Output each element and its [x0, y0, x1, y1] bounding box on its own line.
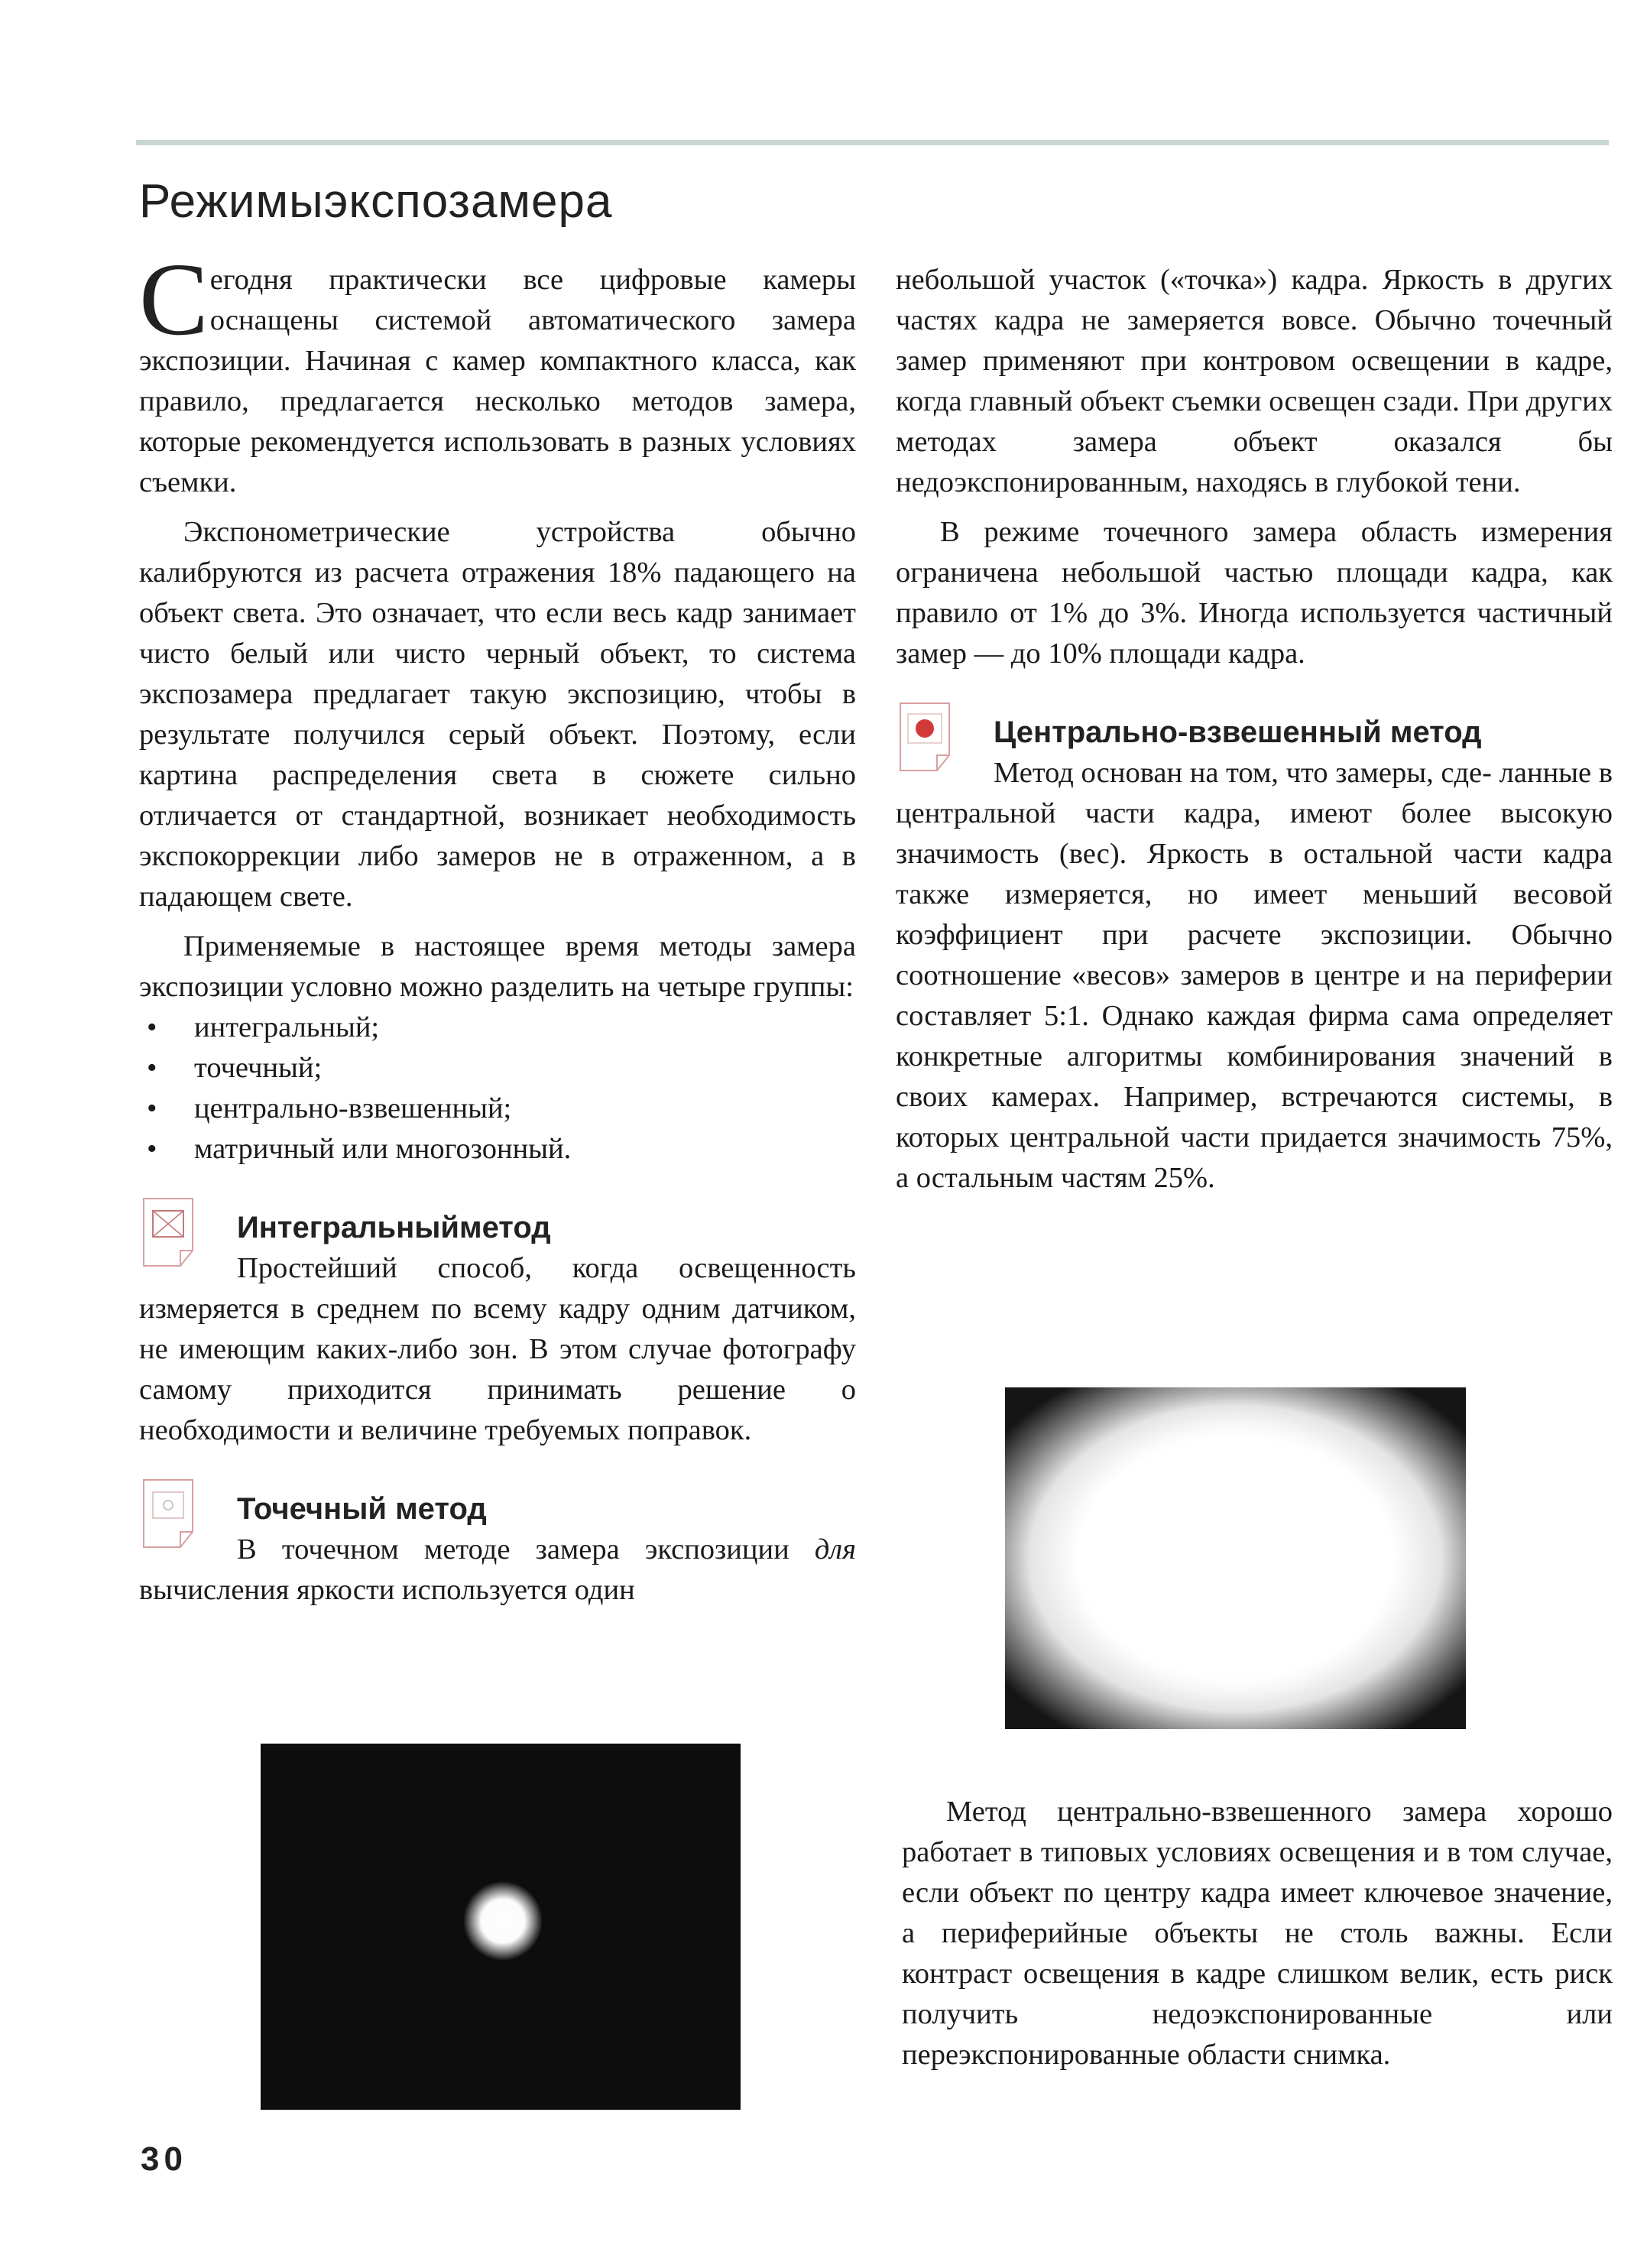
- spot-paragraph-2: В режиме точечного замера область измерения ограничена небольшой частью площади кадра, как правило от 1% до 3%. Иногда используется частичный замер — до 10% площади кадра.: [896, 516, 1613, 670]
- section-integral: [139, 1208, 856, 1451]
- intro-paragraph-1: [139, 242, 856, 503]
- section-integral-title: Интегральныйметод: [237, 1211, 551, 1244]
- section-integral-header: [139, 1208, 856, 1248]
- intro-paragraph-2: Экспонометрические устройства обычно калибруются из расчета отражения 18% падающего на объект света. Это означает, что если весь кадр занимает чисто белый или чисто черный объект, то система экспозамера предлагает такую экспозицию, чтобы в результате получился серый объект. Поэтому, если картина распределения света в сюжете сильно отличается от стандартной, возникает необходимость экспокоррекции либо замеров не в отраженном, а в падающем свете.: [139, 516, 856, 913]
- list-item: • матричный или многозонный.: [139, 1129, 856, 1170]
- page-title: Режимыэкспозамера: [139, 175, 613, 228]
- section-spot-text: вычисления яркости используется один: [139, 1574, 635, 1606]
- section-center-title: Центрально-взвешенный метод: [994, 715, 1482, 749]
- list-item: • центрально-взвешенный;: [139, 1089, 856, 1129]
- section-integral-first-line: Простейший способ, когда освещенность: [237, 1252, 856, 1284]
- section-integral-text: измеряется в среднем по всему кадру одним датчиком, не имеющим каких-либо зон. В этом случае фотографу самому приходится принимать решение о необходимости и величине требуемых поправок.: [139, 1293, 856, 1446]
- section-center: [896, 712, 1613, 1199]
- intro-text-1: егодня практически все цифровые камеры оснащены системой автоматического замера экспозиции. Начиная с камер компактного класса, как правило, предлагается несколько методов замера, которые рекомендуется использовать в разных условиях съемки.: [139, 264, 856, 498]
- section-spot-header: [139, 1489, 856, 1530]
- center-weighted-metering-icon: [896, 700, 958, 775]
- section-spot-first-line: В точечном методе замера экспозиции: [237, 1533, 789, 1566]
- spot-continuation: небольшой участок («точка») кадра. Яркость в других частях кадра не замеряется вовсе. Обычно точечный замер применяют при контровом освещении в кадре, когда главный объект съемки освещен сзади. При других методах замера объект оказался бы недоэкспонированным, находясь в глубокой тени.: [896, 264, 1613, 498]
- section-integral-body: [139, 1248, 856, 1451]
- center-after-paragraph: Метод центрально-взвешенного замера хорошо работает в типовых условиях освещения и в том случае, если объект по центру кадра имеет ключевое значение, а периферийные объекты не столь важны. Если контраст освещения в кадре слишком велик, есть риск получить недоэкспонированные или переэкспонированные области снимка.: [902, 1796, 1613, 2071]
- dropcap: С: [139, 242, 209, 357]
- right-bottom-column: [902, 1792, 1613, 2075]
- section-spot-title: Точечный метод: [237, 1492, 487, 1526]
- methods-list: [139, 1007, 856, 1170]
- italic-word: для: [814, 1533, 856, 1566]
- spot-metering-illustration: [261, 1744, 741, 2110]
- list-item: • интегральный;: [139, 1007, 856, 1048]
- page-number: 30: [141, 2140, 187, 2178]
- spot-metering-icon: [139, 1477, 202, 1552]
- section-center-first-line: Метод основан на том, что замеры, сде-: [994, 757, 1492, 789]
- intro-paragraph-3: Применяемые в настоящее время методы замера экспозиции условно можно разделить на четыре группы:: [139, 930, 856, 1003]
- list-item: • точечный;: [139, 1048, 856, 1089]
- left-column: [139, 242, 856, 1611]
- section-center-body: [896, 753, 1613, 1199]
- top-rule: [136, 140, 1609, 145]
- section-spot-body: [139, 1530, 856, 1611]
- section-center-text: ланные в центральной части кадра, имеют более высокую значимость (вес). Яркость в остальной части кадра также измеряется, но имеет меньший весовой коэффициент при расчете экспозиции. Обычно соотношение «весов» замеров в центре и на периферии составляет 5:1. Однако каждая фирма сама определяет конкретные алгоритмы комбинирования значений в своих камерах. Например, встречаются системы, в которых центральной части придается значимость 75%, а остальным частям 25%.: [896, 757, 1613, 1194]
- right-column: [896, 260, 1613, 1199]
- integral-metering-icon: [139, 1196, 202, 1270]
- section-spot: [139, 1489, 856, 1611]
- center-weighted-illustration: [1005, 1387, 1466, 1729]
- section-center-header: [896, 712, 1613, 753]
